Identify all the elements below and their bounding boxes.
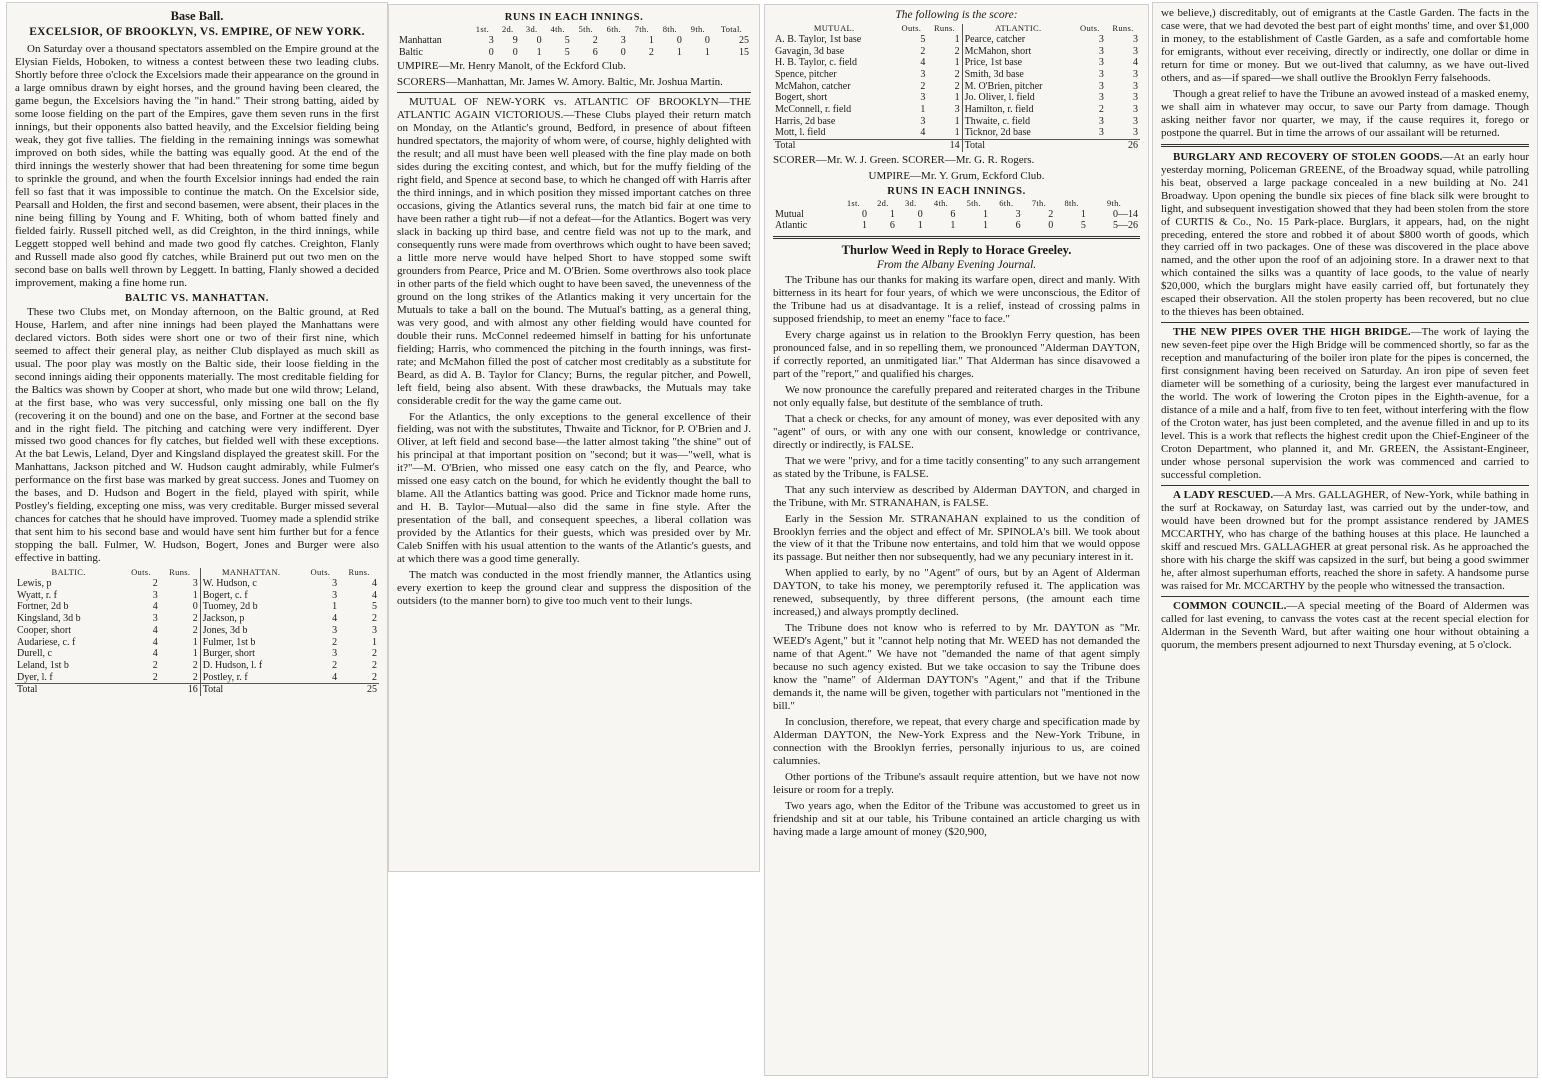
player-runs: 0 — [192, 601, 198, 613]
innings-column-header: 7th. — [634, 24, 649, 34]
total-label: Total — [962, 140, 1074, 152]
innings-row — [397, 35, 751, 47]
news-item — [1161, 326, 1529, 482]
news-items — [1161, 151, 1529, 652]
player-outs: 5 — [920, 33, 926, 45]
player-name: Bogert, c. f — [200, 590, 301, 602]
column-header: Outs. — [131, 567, 151, 578]
player-runs: 2 — [372, 613, 377, 625]
innings-runs: 0 — [1048, 220, 1054, 232]
score-table-mutual-atlantic — [773, 24, 1140, 152]
player-runs: 4 — [1133, 57, 1138, 69]
total-label: Total — [17, 684, 38, 696]
column-header: Runs. — [1112, 23, 1134, 33]
column-header: Outs. — [310, 567, 331, 578]
innings-runs: 6 — [1015, 220, 1021, 232]
innings-title: RUNS IN EACH INNINGS. — [504, 12, 644, 23]
innings-runs: 3 — [488, 34, 494, 46]
player-name: Postley, r. f — [200, 672, 301, 684]
divider — [773, 236, 1140, 239]
player-name: Ticknor, 2d base — [962, 127, 1074, 139]
player-name: H. B. Taylor, c. field — [775, 57, 858, 69]
player-runs: 3 — [1133, 45, 1138, 57]
score-intro: The following is the score: — [895, 9, 1018, 21]
innings-column-header: 2d. — [501, 24, 514, 34]
news-item-heading: COMMON COUNCIL. — [1173, 599, 1287, 612]
news-item — [1161, 151, 1529, 320]
article-paragraph: That we were "privy, and for a time tacitly consenting" to any such arrangement as stated by the Tribune, is FALSE. — [773, 454, 1140, 480]
innings-column-header: Total. — [720, 24, 743, 34]
player-runs: 1 — [954, 33, 960, 45]
score-row — [15, 672, 379, 684]
score-row — [773, 46, 1140, 58]
news-item-text: —A Mrs. GALLAGHER, of New-York, while bathing in the surf at Rockaway, on Saturday last, was carried out by the under-tow, and would have been drowned but for the prompt assistance rendered by JAMES MCCARTHY, who has charge of the bathing houses at this place. He launched a skiff and rescued Mrs. GALLAGHER at great personal risk. As he approached the shore with his charge the skiff was capsized in the surf, but being a good swimmer he, after almost superhuman efforts, reached the shore in safety. A handsome purse was raised for Mr. MCCARTHY by the people who witnessed the transaction. — [1161, 488, 1529, 592]
innings-column-header: 9th. — [690, 24, 705, 34]
article-paragraph: Two years ago, when the Editor of the Tribune was accustomed to greet us in friendship and sit at our table, his Tribune contained an article charging us with having made a large amount of money ($20,900, — [773, 799, 1140, 838]
innings-runs: 0 — [488, 46, 494, 58]
player-runs: 3 — [1133, 104, 1138, 116]
article-title: Base Ball. — [170, 9, 224, 23]
player-outs: 2 — [332, 636, 338, 648]
divider — [397, 92, 751, 93]
player-runs: 2 — [192, 624, 198, 636]
article-paragraph: That a check or checks, for any amount of money, was ever deposited with any "agent" of ours, or with any one with our consent, knowledge or contrivance, directly or indirectly, is FALSE. — [773, 412, 1140, 451]
player-outs: 4 — [152, 648, 158, 660]
innings-column-header: 3d. — [525, 24, 538, 34]
innings-runs: 6 — [950, 208, 956, 220]
player-runs: 2 — [372, 659, 377, 671]
innings-runs: 0 — [620, 46, 626, 58]
player-runs: 1 — [192, 589, 198, 601]
innings-runs: 6 — [889, 220, 895, 232]
innings-runs: 1 — [536, 46, 542, 58]
article-body — [773, 274, 1140, 839]
innings-column-header: 2d. — [877, 197, 889, 208]
player-runs: 1 — [372, 636, 377, 648]
divider — [1161, 596, 1529, 597]
player-runs: 1 — [954, 92, 960, 104]
player-outs: 3 — [1098, 127, 1104, 139]
total-value: 14 — [949, 140, 960, 152]
player-outs: 3 — [1098, 69, 1104, 80]
innings-runs: 3 — [620, 34, 626, 46]
player-name: Cooper, short — [17, 624, 72, 636]
player-outs: 2 — [1098, 104, 1104, 116]
player-runs: 2 — [954, 45, 960, 57]
innings-column-header: 8th. — [1064, 197, 1079, 208]
news-item-heading: THE NEW PIPES OVER THE HIGH BRIDGE. — [1173, 326, 1411, 339]
news-item-text: —A special meeting of the Board of Aldermen was called for last evening, to canvass the votes cast at the recent special election for Alderman in the Seventh Ward, but after waiting one hour without obtaining a quorum, the members present adjourned to next Thursday evening, at 5 o'clock. — [1161, 599, 1529, 651]
column-header: Outs. — [1080, 23, 1100, 33]
total-value: 16 — [187, 684, 198, 696]
innings-row — [397, 47, 751, 59]
innings-column-header: 4th. — [933, 197, 949, 208]
article-title: Thurlow Weed in Reply to Horace Greeley. — [841, 243, 1072, 258]
column-header: ATLANTIC. — [962, 24, 1074, 34]
player-name: Thwaite, c. field — [962, 116, 1074, 128]
score-row — [773, 81, 1140, 93]
innings-column-header: 1st. — [846, 197, 861, 208]
innings-runs: 1 — [889, 208, 895, 220]
player-runs: 4 — [372, 589, 377, 601]
column-header: MANHATTAN. — [200, 568, 301, 578]
player-runs: 4 — [372, 578, 377, 590]
innings-runs: 3 — [1015, 208, 1021, 220]
player-runs: 5 — [372, 601, 377, 613]
innings-body — [773, 209, 1140, 232]
article-paragraph: These two Clubs met, on Monday afternoon, on the Baltic ground, at Red House, Harlem, and after nine innings had been played the Manhattans were declared victors. Both sides were short one or two of their first nine, which seemed to affect their general play, as neither Club displayed as much skill as usual. The poor play was mostly on the Baltic side, their loose fielding in the second innings aiding their opponents materially. The most creditable fielding for the Baltics was shown by Cooper at short, who made but one wild throw; Leland, at the first base, who was very successful, only missing one ball on the fly (recovering it on the bound) and one on the base, and Fortner at the second base and in the right field. The pitching and catching were very indifferent. Dyer missed two good chances for fly catches, but fielded well with these exceptions. At the bat Lewis, Leland, Dyer and Kingsland displayed the greatest skill. For the Manhattans, Jackson pitched and W. Hudson caught admirably, while Fulmer's performance on the first base was marked by great success. Jones and Tuomey on the bases, and D. Hudson and Bogert in the field, played with spirit, while Postley's fielding, excepting one miss, was very creditable. Burger missed several chances for catches that he should have improved. Tuomey made a splendid strike that sent him to his second base and would have sent him further but for a fence stopping the ball. Fulmer, W. Hudson, Bogert, Jones and Burger were also effective in batting. — [15, 305, 379, 565]
score-table-body — [773, 34, 1140, 140]
innings-runs: 0 — [861, 208, 867, 220]
player-outs: 4 — [332, 671, 338, 683]
article-paragraph: On Saturday over a thousand spectators assembled on the Empire ground at the Elysian Fields, Hoboken, to witness a contest between these two leading clubs. Shortly before three o'clock the Excelsiors made their appearance on the ground in a large omnibus drawn by eight horses, and the ground having been cleared, the game begun, the Excelsiors having the "in hand." Their strong batting, aided by some loose fielding on the part of the Empires, gave them seven runs in the first innings, but their opponents also batted heavily, and the Excelsior fielding being weak, they got five tallies. The fielding in the remaining innings was somewhat improved on both sides, while the batting was equally good. At the end of the third innings the westerly shower that had been threatening for some time begun to sprinkle the ground, and when the fourth Excelsior innings had ended the rain fell so fast that it was impossible to continue the match. On the Excelsior side, Pearsall and Holden, the first and second basemen, were absent, their places in the nine being filling by Young and F. Whiting, both of whom batted finely and fielded fairly. Russell pitched well, as did Creighton, in the third innings, while Leggett stopped well behind and made two good fly catches. Creighton, Flanly and Russell made also good fly catches, while Brainerd put out two men on the second base on balls well thrown by Leggett. In batting, Flanly showed a decided improvement, making a fine home run. — [15, 43, 379, 289]
innings-runs: 5 — [1080, 220, 1086, 232]
player-runs: 2 — [192, 659, 198, 671]
article-paragraph: Though a great relief to have the Tribune an avowed instead of a masked enemy, we shall aim in whatever may occur, to save our Party from damage. Though asking neither favor nor quarter, we may, if the cause requires it, forego or postpone the quarrel. But in time the arrows of our assailant will be returned. — [1161, 87, 1529, 139]
score-table-header — [773, 24, 1140, 34]
player-name: Durell, c — [17, 648, 52, 660]
player-outs: 3 — [1098, 33, 1104, 45]
innings-runs: 1 — [861, 220, 867, 232]
player-outs: 4 — [152, 624, 158, 636]
innings-runs: 1 — [982, 220, 988, 232]
innings-runs: 6 — [592, 46, 598, 58]
player-outs: 4 — [920, 127, 926, 139]
innings-column-header: 3d. — [905, 197, 917, 208]
player-runs: 1 — [954, 57, 960, 69]
innings-runs: 0 — [536, 34, 542, 46]
divider — [1161, 322, 1529, 323]
player-runs: 2 — [192, 671, 198, 683]
innings-runs: 0 — [917, 208, 923, 220]
player-runs: 2 — [954, 80, 960, 92]
innings-runs: 0 — [704, 34, 710, 46]
score-row — [15, 625, 379, 637]
innings-runs: 2 — [1048, 208, 1054, 220]
scorers-line: SCORER—Mr. W. J. Green. SCORER—Mr. G. R. Rogers. — [773, 153, 1035, 166]
article-paragraph: Every charge against us in relation to the Brooklyn Ferry question, has been pronounced false, and in so repelling them, we pronounced "Alderman DAYTON, if correctly reported, an unmitigated liar." That Alderman has since disavowed a part of the "report," and qualified his charges. — [773, 328, 1140, 380]
player-name: Fulmer, 1st b — [200, 637, 301, 649]
score-row — [15, 648, 379, 660]
player-name: McMahon, short — [962, 46, 1074, 58]
player-runs: 3 — [1133, 115, 1138, 127]
innings-column-header: 6th. — [606, 24, 621, 34]
player-outs: 3 — [920, 69, 926, 80]
innings-runs: 1 — [676, 46, 682, 58]
club-name: Manhattan — [399, 34, 442, 46]
player-runs: 3 — [192, 578, 198, 590]
player-outs: 3 — [1098, 80, 1104, 92]
news-item-text: —The work of laying the new seven-feet pipe over the High Bridge will be commenced shortly, so far as the reception and manufacturing of the boiler iron plate for the pipes is concerned, the first consignment having been received on Saturday. An iron pipe of seven feet diameter will be something of a curiosity, being the largest ever manufactured in the world. The work of lowering the Croton pipes in the Eighth-avenue, for a distance of a mile and a half, from five to ten feet, without interfering with the flow of the Croton water, has just been completed, and the avenue filled in and up to its level. This is a work that reflects the highest credit upon the Chief-Engineer of the Croton Department, who planned it, and Mr. GREEN, the Assistant-Engineer, under whose personal supervision the work was commenced and carried to successful completion. — [1161, 326, 1529, 481]
score-row — [15, 660, 379, 672]
player-name: Spence, pitcher — [775, 69, 837, 80]
player-name: M. O'Brien, pitcher — [962, 81, 1074, 93]
innings-runs: 9 — [512, 34, 518, 46]
player-name: Harris, 2d base — [775, 115, 836, 127]
score-row — [773, 104, 1140, 116]
player-outs: 2 — [152, 578, 158, 590]
player-name: Tuomey, 2d b — [200, 601, 301, 613]
player-outs: 2 — [920, 80, 926, 92]
article-paragraph: In conclusion, therefore, we repeat, that every charge and specification made by Alderman DAYTON, the New-York Express and the New-York Tribune, in connection with the Brooklyn ferries, personally injurious to us, are coined calumnies. — [773, 716, 1140, 767]
innings-runs: 1 — [704, 46, 710, 58]
innings-runs: 2 — [648, 46, 654, 58]
article-paragraph: The Tribune does not know who is referred to by Mr. DAYTON as "Mr. WEED's Agent," but it "cannot help noting that Mr. WEED has not demanded the name of that Agent." We have not "demanded the name of that agent simply because no such agency existed. But we take occasion to say the Tribune does know the "name" of Alderman DAYTON's "Agent," and that if the Tribune demands it, the name will be given, together with particulars not "mentioned in the bill." — [773, 622, 1140, 713]
innings-column-header: 5th. — [578, 24, 593, 34]
score-table-total-row — [15, 684, 379, 696]
innings-table-manhattan-baltic — [397, 25, 751, 58]
score-table-header — [15, 568, 379, 578]
article-paragraph: Early in the Session Mr. STRANAHAN explained to us the condition of Brooklyn ferries and the object and effect of Mr. SPINOLA's bill. We took about the view of it that the Tribune now entertains, and told him that we would oppose its passage. But neither then nor subsequently, had we any pecuniary interest in it. — [773, 512, 1140, 564]
innings-runs: 0—14 — [1113, 208, 1138, 220]
innings-runs: 5 — [564, 34, 570, 46]
innings-row — [773, 209, 1140, 221]
score-row — [15, 601, 379, 613]
player-outs: 3 — [920, 115, 926, 127]
player-outs: 3 — [1098, 45, 1104, 57]
innings-title: RUNS IN EACH INNINGS. — [887, 185, 1026, 197]
score-row — [773, 127, 1140, 139]
player-outs: 3 — [332, 624, 338, 636]
innings-column-header: 5th. — [966, 197, 981, 208]
score-row — [773, 57, 1140, 69]
player-outs: 1 — [920, 104, 926, 116]
player-name: Gavagin, 3d base — [775, 45, 845, 57]
section-heading: BALTIC VS. MANHATTAN. — [124, 292, 270, 304]
player-outs: 4 — [152, 636, 158, 648]
player-outs: 3 — [152, 589, 158, 601]
player-name: D. Hudson, l. f — [200, 660, 301, 672]
news-item-heading: A LADY RESCUED. — [1173, 488, 1274, 501]
article-paragraph: we believe,) discreditably, out of emigrants at the Castle Garden. The facts in the case were, that we had devoted the best part of eight months' time, and over $1,000 in money, to the establishment of Castle Garden, as a safe and comfortable home for emigrants, without ever receiving, directly or indirectly, one dollar or dime in return for time or money. But we out-lived that calumny, as we have out-lived others, and as—if spared—we shall outlive the Brooklyn Ferry falsehoods. — [1161, 7, 1529, 84]
clipping-city-items — [1152, 2, 1538, 1078]
player-outs: 2 — [152, 659, 158, 671]
player-name: Mott, l. field — [775, 127, 826, 139]
player-runs: 1 — [954, 115, 960, 127]
divider — [1161, 144, 1529, 147]
innings-column-header: 4th. — [550, 24, 565, 34]
column-header: MUTUAL. — [813, 23, 855, 33]
player-name: Jones, 3d b — [200, 625, 301, 637]
player-name: Jackson, p — [200, 613, 301, 625]
article-paragraph: We now pronounce the carefully prepared and reiterated charges in the Tribune not only equally false, but destitute of the semblance of truth. — [773, 383, 1140, 409]
innings-header-row — [773, 199, 1140, 209]
article-paragraph: MUTUAL OF NEW-YORK vs. ATLANTIC OF BROOKLYN—THE ATLANTIC AGAIN VICTORIOUS.—These Clubs played their return match on Monday, on the Atlantic's ground, Bedford, in presence of about fifteen hundred spectators, the majority of whom were, of course, highly delighted with the result; and all must have been well pleased with the fine play made on both sides during the exciting contest, and which, but for the muffy fielding of the right field, and Spence at second base, to which he changed off with Harris after the third innings, and in which position they missed important catches on three occasions, giving the Atlantics several runs, the match bid fair at one time to have been rather a tight rub—if not a defeat—for the Atlantics. Bogert was very slack in backing up third base, and centre field was not up to the mark, and consequently runs were made from overthrows which ought to have been saved; a little more nerve would have helped Short to have stopped some swift grounders from Pearce, Price and M. O'Brien. Some overthrows also took place in other parts of the field which ought to have been saved, the unevenness of the ground on the long strikes of the Atlantics making it very uncertain for the Mutuals to take a ball on the bound. The Mutual's batting, as a general thing, was very good, and with almost any other fielding would have counted for double their runs. McConnel redeemed himself in batting for his unfortunate fielding; Harris, who commenced the pitching in the fourth innings, was first-rate; and McMahon filled the post of catcher most creditably as a substitute for Beard, as did A. B. Taylor for Clancy; Burns, the regular pitcher, and Powell, left field, being also absent. With these drawbacks, the Mutuals may take considerable credit for the way the game came out. — [397, 96, 751, 407]
player-name: A. B. Taylor, 1st base — [775, 33, 862, 45]
player-runs: 3 — [1133, 127, 1138, 139]
article-paragraph: Other portions of the Tribune's assault require attention, but we have not now leisure or room for a treply. — [773, 770, 1140, 796]
player-runs: 3 — [1133, 92, 1138, 104]
umpire-line: UMPIRE—Mr. Henry Manolt, of the Eckford Club. — [397, 60, 626, 73]
innings-runs: 15 — [739, 46, 749, 58]
article-paragraph: The match was conducted in the most friendly manner, the Atlantics using every exertion to keep the ground clear and suppress the disposition of the outsiders (to the manner born) to give too much vent to their lungs. — [397, 569, 751, 608]
innings-column-header: 9th. — [1106, 197, 1122, 208]
player-runs: 2 — [372, 648, 377, 660]
player-name: Dyer, l. f — [17, 671, 53, 683]
player-name: Smith, 3d base — [962, 69, 1074, 81]
column-header: Runs. — [169, 567, 191, 578]
innings-runs: 1 — [917, 220, 923, 232]
player-runs: 3 — [372, 624, 377, 636]
player-name: Kingsland, 3d b — [17, 613, 81, 625]
innings-runs: 1 — [648, 34, 654, 46]
player-outs: 3 — [1098, 92, 1104, 104]
news-item — [1161, 600, 1529, 652]
column-header: Runs. — [348, 567, 370, 578]
player-outs: 2 — [152, 671, 158, 683]
player-outs: 4 — [920, 57, 926, 69]
article-paragraph: For the Atlantics, the only exceptions to the general excellence of their fielding, was not with the substitutes, Thwaite and Ticknor, for P. O'Brien and J. Oliver, at left field and second base—the latter almost taking "the shine" out of his principal at that important position on "second; but it was—"well, what is it?"—M. O'Brien, who missed one easy catch on the fly, and Pearce, who missed one easy catch on the bound, for which he evidently thought the ball to blame. All the Atlantics batting was good. Price and Ticknor made home runs, and H. B. Taylor—Mutual—also did the same in fine style. After the presentation of the ball, and consequent speeches, a liberal collation was provided by the Atlantics for their guests, which was presided over by Mr. Caleb Sniffen with his usual attention to the wants of the Atlantic's guests, and at which there was a good time generally. — [397, 410, 751, 566]
innings-runs: 2 — [592, 34, 598, 46]
player-name: Jo. Oliver, l. field — [962, 92, 1074, 104]
score-row — [773, 34, 1140, 46]
article-paragraph: The Tribune has our thanks for making its warfare open, direct and manly. With bitterness in its heart for four years, of which we were unconscious, the Editor of the Tribune had us at disadvantage. It is a relief, instead of crossing palms in supposed friendship, to meet an enemy "face to face." — [773, 274, 1140, 325]
score-table-baltic-manhattan — [15, 568, 379, 696]
total-value: 26 — [1128, 140, 1138, 152]
innings-column-header: 8th. — [662, 24, 677, 34]
column-header: BALTIC. — [51, 567, 86, 578]
column-header: Outs. — [901, 23, 922, 33]
club-name: Baltic — [399, 46, 423, 58]
player-outs: 3 — [332, 648, 338, 660]
clipping-base-ball — [6, 2, 388, 1078]
player-outs: 1 — [332, 601, 338, 613]
player-outs: 3 — [920, 92, 926, 104]
player-name: Audariese, c. f — [17, 636, 76, 648]
player-outs: 2 — [920, 45, 926, 57]
innings-column-header: 6th. — [999, 197, 1014, 208]
clipping-mutual-atlantic — [388, 4, 760, 872]
score-row — [773, 69, 1140, 81]
score-table-total-row — [773, 140, 1140, 152]
score-row — [15, 637, 379, 649]
player-runs: 1 — [192, 648, 198, 660]
article-paragraph: That any such interview as described by Alderman DAYTON, and charged in the Tribune, with Mr. STRANAHAN, is FALSE. — [773, 483, 1140, 509]
article-source: From the Albany Evening Journal. — [876, 259, 1037, 272]
player-name: W. Hudson, c — [200, 578, 301, 590]
innings-header-row — [397, 25, 751, 35]
innings-column-header: 7th. — [1031, 197, 1047, 208]
player-name: Leland, 1st b — [17, 659, 69, 671]
total-value: 25 — [367, 684, 377, 696]
player-outs: 3 — [332, 578, 338, 590]
player-runs: 2 — [192, 613, 198, 625]
player-runs: 2 — [954, 69, 960, 80]
column-header: Runs. — [933, 23, 956, 33]
article-paragraph: When applied to early, by no "Agent" of ours, but by an Agent of Alderman DAYTON, to take his money, we peremptorily refused it. The application was renewed, subsequently, by three different persons, (the amount each time increased,) and always promptly declined. — [773, 567, 1140, 619]
innings-runs: 1 — [1080, 208, 1086, 220]
total-label: Total — [775, 140, 796, 152]
news-item-heading: BURGLARY AND RECOVERY OF STOLEN GOODS. — [1173, 150, 1443, 163]
player-outs: 4 — [152, 601, 158, 613]
innings-body — [397, 35, 751, 58]
news-item-text: —At an early hour yesterday morning, Policeman GREENE, of the Broadway squad, while patrolling his beat, observed a large package concealed in a new building at No. 241 Broadway. Upon opening the bundle six pieces of fine black silk were brought to light, and subsequent investigation showed that they had been stolen from the store of CURTIS & Co., No. 15 Park-place. Burglars, it appears, had, on the night preceding, entered the store and robbed it of about $800 worth of goods, which they carried off in two packages. One of these was discovered in the place above named, and the other upon the roof of an adjoining store. In a drawer next to that which contained the silks was a quantity of lace goods, to the value of nearly $20,000, which the burglars might have easily carried off, but fortunately they escaped their observation. All the stolen property has been recovered, but no clue to the thieves has been obtained. — [1161, 150, 1530, 319]
player-name: Burger, short — [200, 648, 301, 660]
innings-runs: 1 — [950, 220, 956, 232]
player-name: Lewis, p — [17, 578, 52, 590]
clipping-score-and-weed-reply — [764, 4, 1149, 1076]
total-label: Total — [200, 684, 301, 696]
score-table-body — [15, 578, 379, 684]
player-name: Fortner, 2d b — [17, 601, 69, 613]
innings-runs: 5—26 — [1113, 220, 1138, 232]
score-row — [15, 590, 379, 602]
score-row — [773, 92, 1140, 104]
innings-runs: 1 — [982, 208, 988, 220]
innings-runs: 0 — [676, 34, 682, 46]
player-outs: 3 — [332, 589, 338, 601]
player-name: McConnell, r. field — [775, 104, 852, 116]
player-outs: 3 — [1098, 57, 1104, 69]
umpire-line: UMPIRE—Mr. Y. Grum, Eckford Club. — [868, 169, 1045, 182]
score-row — [773, 116, 1140, 128]
player-runs: 3 — [1133, 33, 1138, 45]
player-name: McMahon, catcher — [775, 80, 851, 92]
news-item — [1161, 489, 1529, 593]
innings-runs: 0 — [512, 46, 518, 58]
player-name: Wyatt, r. f — [17, 589, 57, 601]
club-name: Atlantic — [775, 220, 808, 232]
innings-table-mutual-atlantic — [773, 199, 1140, 232]
player-outs: 3 — [152, 613, 158, 625]
player-name: Price, 1st base — [962, 57, 1074, 69]
player-runs: 2 — [372, 671, 377, 683]
player-runs: 3 — [954, 104, 960, 116]
innings-column-header: 1st. — [475, 24, 490, 34]
player-runs: 3 — [1133, 69, 1138, 80]
club-name: Mutual — [775, 208, 804, 220]
player-outs: 3 — [1098, 115, 1104, 127]
player-runs: 1 — [192, 636, 198, 648]
player-runs: 1 — [954, 127, 960, 139]
player-outs: 4 — [332, 613, 338, 625]
article-subtitle: EXCELSIOR, OF BROOKLYN, VS. EMPIRE, OF NEW YORK. — [29, 26, 365, 38]
divider — [1161, 485, 1529, 486]
score-row — [15, 613, 379, 625]
score-row — [15, 578, 379, 590]
innings-column-header — [397, 25, 469, 35]
player-name: Hamilton, r. field — [962, 104, 1074, 116]
player-name: Pearce, catcher — [962, 34, 1074, 46]
innings-column-header — [773, 199, 838, 209]
innings-row — [773, 220, 1140, 232]
player-name: Bogert, short — [775, 92, 828, 104]
scorers-line: SCORERS—Manhattan, Mr. James W. Amory. Baltic, Mr. Joshua Martin. — [397, 76, 723, 89]
innings-runs: 25 — [739, 34, 749, 46]
player-runs: 3 — [1133, 80, 1138, 92]
innings-runs: 5 — [564, 46, 570, 58]
player-outs: 2 — [332, 659, 338, 671]
